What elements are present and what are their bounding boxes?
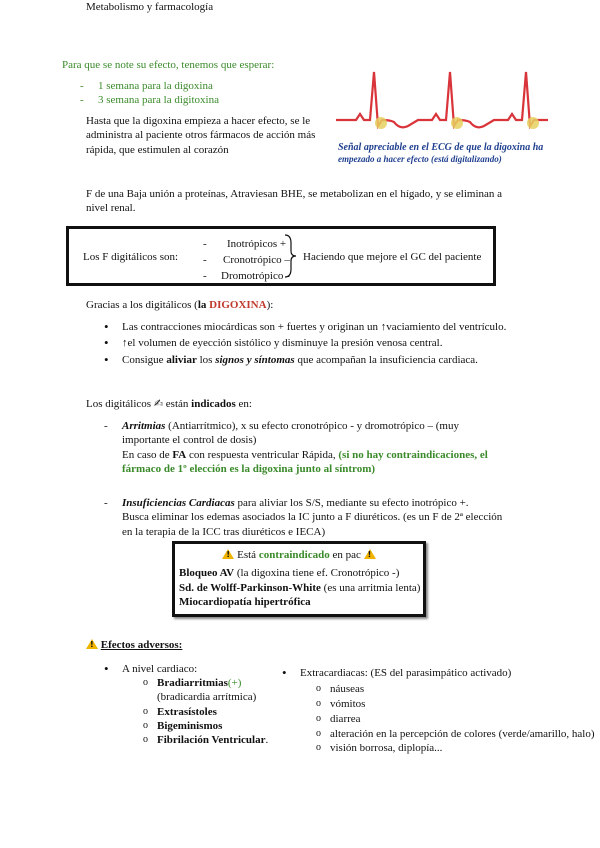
contra-item xyxy=(179,595,423,609)
text-span: aliviar xyxy=(166,353,197,366)
text-span: Bradiarritmias xyxy=(157,677,228,689)
text-span: Arritmias xyxy=(122,420,166,432)
text-span: Busca eliminar los edemas asociados la IC junto a F diuréticos. (es un F de 2ª elección en la terapia de la ICC tras diuréticos e IECA) xyxy=(122,511,503,538)
text-span: Está xyxy=(237,549,259,561)
cardiac-effect xyxy=(143,719,293,733)
effect-item-label: Inotrópicos + xyxy=(227,238,287,250)
contra-item xyxy=(179,581,423,595)
contra-list xyxy=(179,566,423,609)
right-brace-icon xyxy=(283,233,297,279)
text-span: en: xyxy=(235,398,252,410)
wait-item: - 1 semana para la digoxina xyxy=(80,79,300,93)
contraindication-box xyxy=(172,541,426,617)
ecg-caption-line: Señal apreciable en el ECG de que la digoxina ha xyxy=(338,142,544,153)
extracardiac-list xyxy=(268,664,598,682)
text-span: En caso de xyxy=(122,448,173,461)
text-span: para aliviar los S/S, mediante su efecto inotrópico +. xyxy=(234,497,469,510)
page-header: Metabolismo y farmacología xyxy=(86,1,214,13)
text-span: con respuesta ventricular Rápida, xyxy=(186,448,339,461)
wait-text: Para que se note su efecto, tenemos que esperar: xyxy=(62,59,275,71)
text-span: indicados xyxy=(191,398,236,410)
effects-result: Haciendo que mejore el GC del paciente xyxy=(303,251,482,263)
drug-name: DIGOXINA xyxy=(209,299,267,311)
text-span: Fibrilación Ventricular xyxy=(157,734,266,747)
warning-icon xyxy=(86,639,98,649)
wait-list xyxy=(80,79,300,108)
text-span: están xyxy=(163,398,192,410)
extracardiac-effect: o alteración en la percepción de colores (verde/amarillo, halo) xyxy=(316,727,600,742)
cardiac-label: • A nivel cardiaco: xyxy=(90,662,280,676)
thanks-suffix: ): xyxy=(266,299,274,311)
text-span: . xyxy=(265,734,269,747)
contra-title xyxy=(175,548,423,562)
thanks-bullet: • Las contracciones miocárdicas son + fuertes y originan un ↑vaciamiento del ventrículo. xyxy=(90,320,560,334)
text-span: Extrasístoles xyxy=(157,705,217,718)
text-span: Bloqueo AV xyxy=(179,567,235,580)
thanks-la: la xyxy=(197,299,210,311)
text-span: que acompañan la insuficiencia cardiaca. xyxy=(294,353,478,366)
contra-item xyxy=(179,566,423,580)
thanks-bullet xyxy=(90,353,560,367)
indications-heading xyxy=(86,397,252,411)
text-span: FA xyxy=(172,448,187,461)
text-span: (es una arritmia lenta) xyxy=(320,581,421,594)
intro-paragraph: Hasta que la digoxina empieza a hacer efecto, se le administra al paciente otros fármacos de acción más rápida, que estimulen al corazón xyxy=(86,115,316,156)
ecg-marker-dot xyxy=(375,117,387,129)
text-span: Los digitálicos xyxy=(86,398,154,410)
ecg-caption-line: empezado a hacer efecto (está digitalizando) xyxy=(338,154,502,164)
text-span: (bradicardia arrítmica) xyxy=(157,691,257,704)
extracardiac-effect: o vómitos xyxy=(316,697,600,712)
extracardiac-effect: o náuseas xyxy=(316,682,600,697)
extracardiac-effect: o visión borrosa, diplopía... xyxy=(316,741,600,756)
thanks-bullet: • ↑el volumen de eyección sistólico y disminuye la presión venosa central. xyxy=(90,336,560,350)
writing-hand-icon: ✍ xyxy=(153,397,164,410)
pharmaco-text: F de una Baja unión a proteínas, Atraviesan BHE, se metabolizan en el hígado, y se eliminan a nivel renal. xyxy=(86,188,503,215)
thanks-heading xyxy=(86,298,273,312)
text-span: Miocardiopatía hipertrófica xyxy=(179,595,311,608)
thanks-list xyxy=(90,318,560,369)
text-span: Sd. de Wolff-Parkinson-White xyxy=(179,581,321,594)
effect-item-label: Cronotrópico – xyxy=(223,253,290,266)
text-span: (la digoxina tiene ef. Cronotrópico -) xyxy=(234,567,400,580)
cardiac-effect xyxy=(143,733,293,747)
indications-list xyxy=(104,419,504,539)
ecg-marker-dot xyxy=(451,117,463,129)
indication-arrhythmias xyxy=(104,419,504,476)
cardiac-effects xyxy=(143,676,293,747)
text-span: (+) xyxy=(227,677,242,689)
warning-icon xyxy=(222,549,234,559)
effect-item-label: Dromotrópico - xyxy=(221,269,290,282)
text-span: Consigue xyxy=(122,353,167,366)
text-span: contraindicado xyxy=(258,549,330,561)
thanks-prefix: Gracias a los digitálicos ( xyxy=(86,299,198,311)
text-span: (Antiarrítmico), x su efecto cronotrópico - y dromotrópico – (muy importante el control de dosis) xyxy=(122,420,459,447)
ecg-figure xyxy=(336,68,548,140)
extracardiac-effect: o diarrea xyxy=(316,712,600,727)
warning-icon xyxy=(364,549,376,559)
extracardiac-effects xyxy=(316,682,600,756)
text-span: Insuficiencias Cardiacas xyxy=(122,497,235,510)
ecg-trace xyxy=(336,72,548,127)
text-span: en pac xyxy=(329,549,361,561)
first-choice-note: (si no hay contraindicaciones, el fármaco de 1º elección es la digoxina junto al síntrom) xyxy=(122,448,488,475)
text-span: los xyxy=(196,353,216,366)
cardiac-effect xyxy=(143,705,293,719)
adverse-heading xyxy=(86,638,182,652)
text-span: Bigeminismos xyxy=(157,719,223,732)
text-span: signos y síntomas xyxy=(215,353,295,366)
extracardiac-label: • Extracardiacas: (ES del parasimpático activado) xyxy=(268,666,598,680)
effects-box xyxy=(66,226,496,286)
ecg-marker-dot xyxy=(527,117,539,129)
ecg-caption xyxy=(338,142,543,165)
wait-item: - 3 semana para la digitoxina xyxy=(80,93,300,107)
effects-label: Los F digitálicos son: xyxy=(83,251,179,263)
adverse-title: Efectos adversos: xyxy=(100,639,183,651)
indication-heart-failure xyxy=(104,496,504,539)
